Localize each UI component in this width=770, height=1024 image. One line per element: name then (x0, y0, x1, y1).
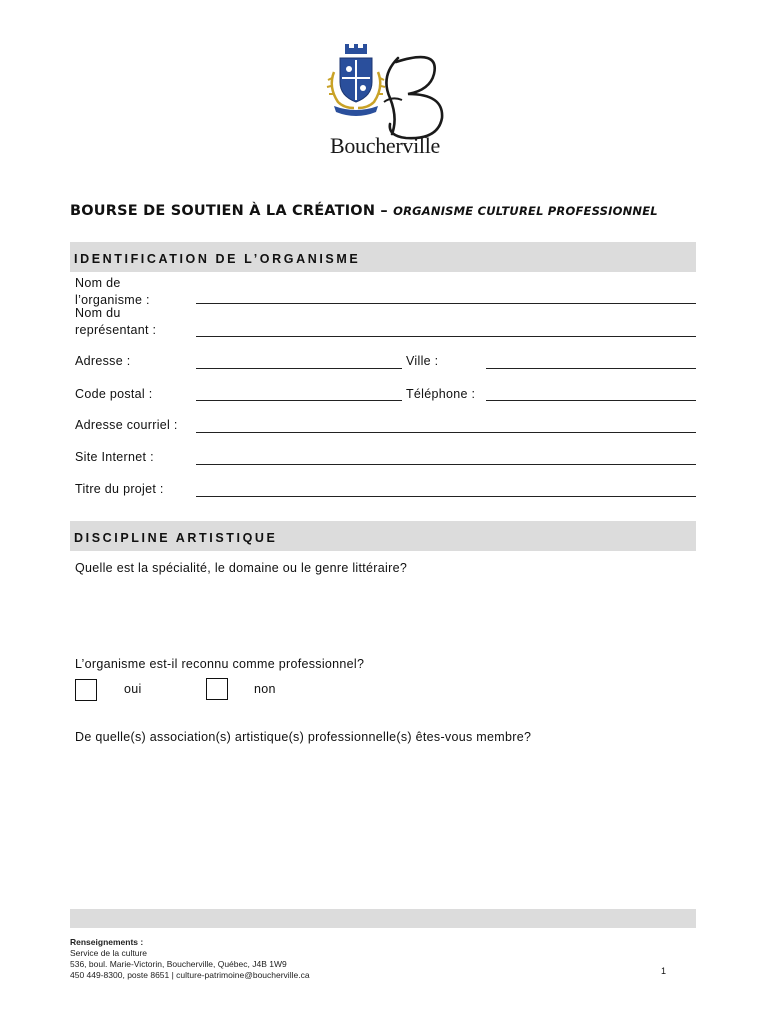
phone-field[interactable] (486, 400, 696, 401)
footer-address: 536, boul. Marie-Victorin, Boucherville, Québec, J4B 1W9 (70, 959, 287, 969)
footer-info (70, 937, 310, 981)
form-title (70, 203, 658, 219)
section-identification-header (70, 242, 696, 272)
title-dash: – (375, 203, 394, 219)
logo-wordmark: Boucherville (329, 133, 441, 158)
footer-contact: 450 449-8300, poste 8651 | culture-patrimoine@boucherville.ca (70, 970, 310, 980)
checkbox-yes[interactable] (75, 679, 97, 701)
footer-band (70, 909, 696, 928)
checkbox-no[interactable] (206, 678, 228, 700)
title-main: BOURSE DE SOUTIEN À LA CRÉATION (70, 203, 376, 219)
website-field[interactable] (196, 464, 696, 465)
representative-label (75, 305, 156, 339)
representative-field[interactable] (196, 336, 696, 337)
option-yes-label: oui (124, 682, 142, 696)
website-label: Site Internet : (75, 450, 154, 464)
page-number: 1 (661, 966, 667, 976)
city-label: Ville : (406, 354, 439, 368)
representative-label-line1: Nom du (75, 306, 121, 320)
project-title-label: Titre du projet : (75, 482, 164, 496)
title-sub: ORGANISME CULTUREL PROFESSIONNEL (393, 204, 658, 218)
professional-question: L’organisme est-il reconnu comme professionnel? (75, 657, 365, 671)
representative-label-line2: représentant : (75, 323, 157, 337)
footer-service: Service de la culture (70, 948, 148, 958)
email-label: Adresse courriel : (75, 418, 178, 432)
section-discipline-header (70, 521, 696, 551)
associations-question: De quelle(s) association(s) artistique(s) professionnelle(s) êtes-vous membre? (75, 730, 532, 744)
section-discipline-title: DISCIPLINE ARTISTIQUE (74, 531, 278, 545)
specialty-answer-area[interactable] (75, 580, 695, 650)
option-no-label: non (254, 682, 276, 696)
postal-code-label: Code postal : (75, 387, 153, 401)
postal-code-field[interactable] (196, 400, 402, 401)
org-name-label-line2: l’organisme : (75, 293, 150, 307)
footer-info-label: Renseignements : (70, 937, 144, 947)
org-name-field[interactable] (196, 303, 696, 304)
specialty-question: Quelle est la spécialité, le domaine ou le genre littéraire? (75, 561, 408, 575)
phone-label: Téléphone : (406, 387, 476, 401)
email-field[interactable] (196, 432, 696, 433)
org-name-label (75, 275, 150, 309)
section-identification-title: IDENTIFICATION DE L’ORGANISME (74, 252, 361, 266)
project-title-field[interactable] (196, 496, 696, 497)
address-label: Adresse : (75, 354, 131, 368)
associations-answer-area[interactable] (75, 750, 695, 900)
city-field[interactable] (486, 368, 696, 369)
address-field[interactable] (196, 368, 402, 369)
org-name-label-line1: Nom de (75, 276, 121, 290)
